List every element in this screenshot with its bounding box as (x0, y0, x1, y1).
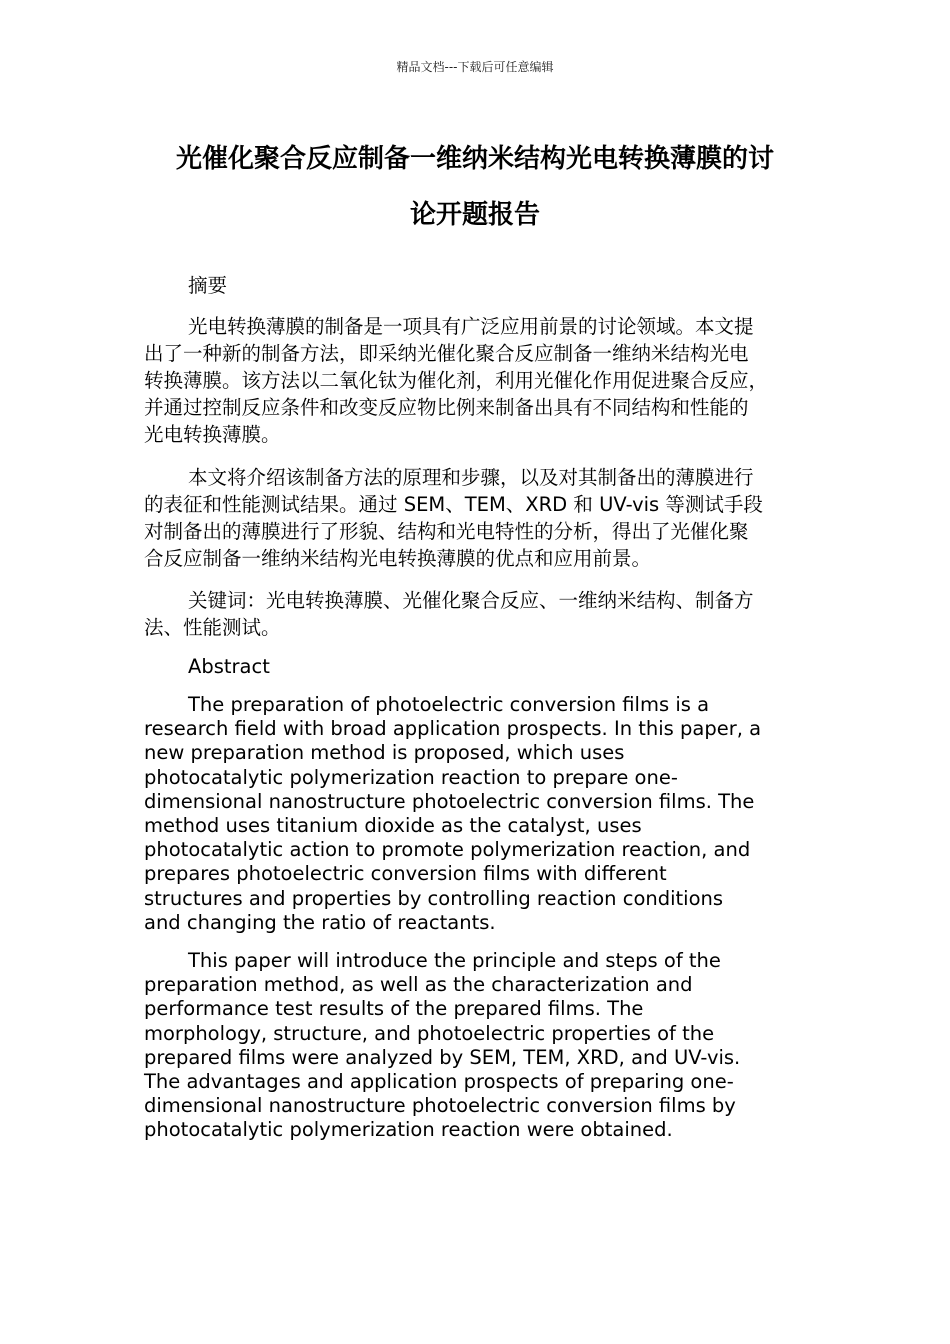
text-line: 的表征和性能测试结果。通过 SEM、TEM、XRD 和 UV-vis 等测试手段 (144, 493, 763, 516)
abstract-zh-heading: 摘要 (188, 274, 228, 297)
text-line: prepares photoelectric conversion films with different (144, 862, 667, 886)
text-line: 本文将介绍该制备方法的原理和步骤，以及对其制备出的薄膜进行 (188, 466, 754, 489)
keywords-zh (144, 587, 814, 641)
text-line: photocatalytic polymerization reaction to prepare one- (144, 765, 678, 789)
text-line: method uses titanium dioxide as the catalyst, uses (144, 813, 642, 837)
text-line: The preparation of photoelectric conversion films is a (188, 693, 710, 716)
text-line: performance test results of the prepared films. The (144, 997, 644, 1021)
text-line: morphology, structure, and photoelectric properties of the (144, 1021, 715, 1045)
text-line: new preparation method is proposed, which uses (144, 741, 625, 765)
text-line: 转换薄膜。该方法以二氧化钛为催化剂，利用光催化作用促进聚合反应， (144, 369, 769, 392)
text-line: 对制备出的薄膜进行了形貌、结构和光电特性的分析，得出了光催化聚 (144, 520, 749, 543)
text-line: and changing the ratio of reactants. (144, 910, 496, 934)
text-line: structures and properties by controlling reaction conditions (144, 886, 724, 910)
page-header: 精品文档---下载后可任意编辑 (396, 60, 554, 74)
document-title-line-2: 论开题报告 (409, 200, 540, 230)
text-line: photocatalytic action to promote polymerization reaction, and (144, 838, 751, 862)
text-line: research field with broad application prospects. In this paper, a (144, 717, 762, 741)
text-line: 光电转换薄膜的制备是一项具有广泛应用前景的讨论领域。本文提 (188, 315, 754, 338)
text-line: This paper will introduce the principle and steps of the (188, 949, 721, 972)
text-line: dimensional nanostructure photoelectric conversion films by (144, 1094, 736, 1118)
text-line: 出了一种新的制备方法，即采纳光催化聚合反应制备一维纳米结构光电 (144, 342, 749, 365)
text-line: 法、性能测试。 (144, 616, 281, 639)
abstract-zh-paragraph-2 (144, 464, 814, 572)
text-line: 并通过控制反应条件和改变反应物比例来制备出具有不同结构和性能的 (144, 396, 749, 419)
document-title-line-1: 光催化聚合反应制备一维纳米结构光电转换薄膜的讨 (175, 144, 774, 174)
abstract-en-heading: Abstract (188, 655, 270, 678)
text-line: preparation method, as well as the characterization and (144, 973, 693, 997)
abstract-zh-paragraph-1 (144, 313, 814, 448)
text-line: prepared films were analyzed by SEM, TEM, XRD, and UV-vis. (144, 1045, 741, 1069)
text-line: 光电转换薄膜。 (144, 423, 281, 446)
abstract-en-paragraph-2 (144, 949, 814, 1143)
text-line: 关键词：光电转换薄膜、光催化聚合反应、一维纳米结构、制备方 (188, 589, 754, 612)
text-line: photocatalytic polymerization reaction were obtained. (144, 1118, 673, 1142)
abstract-en-paragraph-1 (144, 693, 814, 935)
text-line: dimensional nanostructure photoelectric conversion films. The (144, 789, 755, 813)
text-line: 合反应制备一维纳米结构光电转换薄膜的优点和应用前景。 (144, 547, 652, 570)
text-line: The advantages and application prospects of preparing one- (144, 1069, 734, 1093)
